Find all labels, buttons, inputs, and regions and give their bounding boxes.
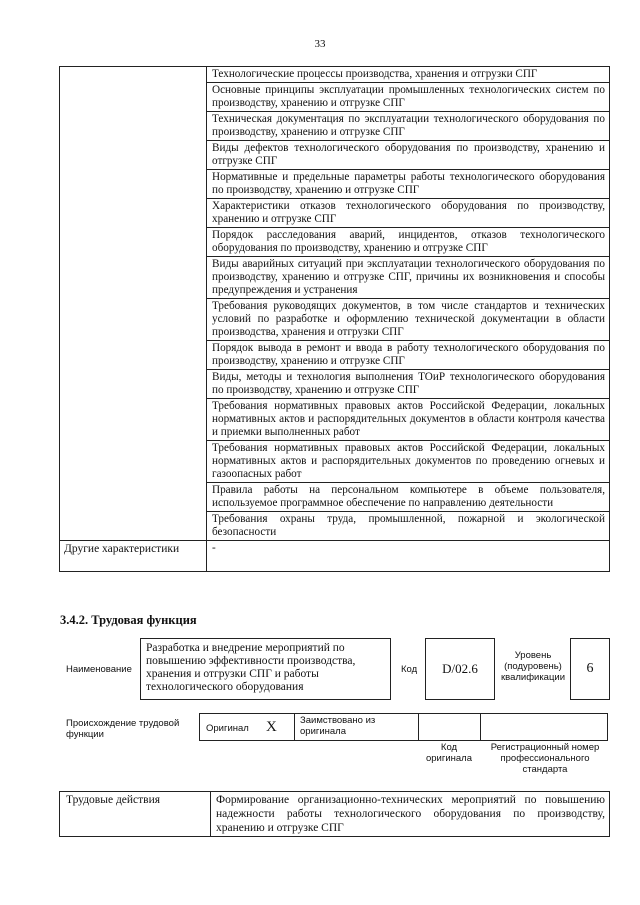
knowledge-item: Виды дефектов технологического оборудования по производству, хранению и отгрузке СПГ bbox=[207, 141, 610, 170]
table-row bbox=[60, 67, 610, 83]
actions-table bbox=[59, 791, 610, 837]
knowledge-item: Порядок расследования аварий, инцидентов, отказов технологического оборудования по производству, хранению и отгрузке СПГ bbox=[207, 228, 610, 257]
reg-number-caption: Регистрационный номер профессионального стандарта bbox=[490, 742, 600, 775]
knowledge-item: Технологические процессы производства, хранения и отгрузки СПГ bbox=[207, 67, 610, 83]
section-title: 3.4.2. Трудовая функция bbox=[60, 613, 197, 627]
knowledge-item: Нормативные и предельные параметры работы технологического оборудования по производству, хранению и отгрузке СПГ bbox=[207, 170, 610, 199]
other-characteristics-value: - bbox=[207, 541, 610, 572]
knowledge-item: Виды, методы и технология выполнения ТОиР технологического оборудования по производству, хранению и отгрузке СПГ bbox=[207, 370, 610, 399]
knowledge-item: Правила работы на персональном компьютере в объеме пользователя, используемое программное обеспечение по направлению деятельности bbox=[207, 483, 610, 512]
knowledge-item: Требования руководящих документов, в том числе стандартов и технических условий по разработке и оформлению технической документации в области производства, хранения и отгрузки СПГ bbox=[207, 299, 610, 341]
code-field: D/02.6 bbox=[425, 638, 495, 700]
knowledge-item: Техническая документация по эксплуатации технологического оборудования по производству, хранению и отгрузке СПГ bbox=[207, 112, 610, 141]
original-label: Оригинал bbox=[206, 723, 249, 734]
other-characteristics-label: Другие характеристики bbox=[60, 541, 207, 572]
origin-label: Происхождение трудовой функции bbox=[66, 718, 180, 740]
table-row bbox=[60, 792, 610, 837]
divider bbox=[480, 714, 481, 741]
knowledge-item: Требования охраны труда, промышленной, пожарной и экологической безопасности bbox=[207, 512, 610, 541]
qualification-level-label: Уровень (подуровень) квалификации bbox=[500, 650, 566, 683]
knowledge-item: Виды аварийных ситуаций при эксплуатации технологического оборудования по производству, хранению и отгрузке СПГ, причины их возникновения и способы предупреждения и устранения bbox=[207, 257, 610, 299]
table-left-cell bbox=[60, 67, 207, 541]
actions-label: Трудовые действия bbox=[60, 792, 211, 837]
page-number: 33 bbox=[314, 38, 326, 50]
name-label: Наименование bbox=[66, 664, 132, 675]
knowledge-item: Основные принципы эксплуатации промышленных технологических систем по производству, хранению и отгрузке СПГ bbox=[207, 83, 610, 112]
code-label: Код bbox=[401, 664, 418, 675]
actions-value: Формирование организационно-технических мероприятий по повышению надежности работы технологического оборудования по производству, хранению и отгрузке СПГ bbox=[211, 792, 610, 837]
other-characteristics-row bbox=[60, 541, 610, 572]
knowledge-table bbox=[59, 66, 610, 572]
knowledge-item: Порядок вывода в ремонт и ввода в работу технологического оборудования по производству, хранению и отгрузке СПГ bbox=[207, 341, 610, 370]
origin-table bbox=[199, 713, 608, 741]
borrowed-label: Заимствовано из оригинала bbox=[300, 715, 376, 737]
knowledge-item: Характеристики отказов технологического оборудования по производству, хранению и отгрузке СПГ bbox=[207, 199, 610, 228]
knowledge-item: Требования нормативных правовых актов Российской Федерации, локальных нормативных актов и распорядительных документов в области контроля качества и приемки выполненных работ bbox=[207, 399, 610, 441]
knowledge-item: Требования нормативных правовых актов Российской Федерации, локальных нормативных актов и распорядительных документов по проведению огневых и газоопасных работ bbox=[207, 441, 610, 483]
qualification-level-field: 6 bbox=[570, 638, 610, 700]
function-name-field: Разработка и внедрение мероприятий по повышению эффективности производства, хранения и отгрузки СПГ и работы технологического оборудования bbox=[140, 638, 391, 700]
original-mark: X bbox=[266, 719, 277, 735]
divider bbox=[418, 714, 419, 741]
code-original-caption: Код оригинала bbox=[425, 742, 472, 764]
divider bbox=[294, 714, 295, 741]
